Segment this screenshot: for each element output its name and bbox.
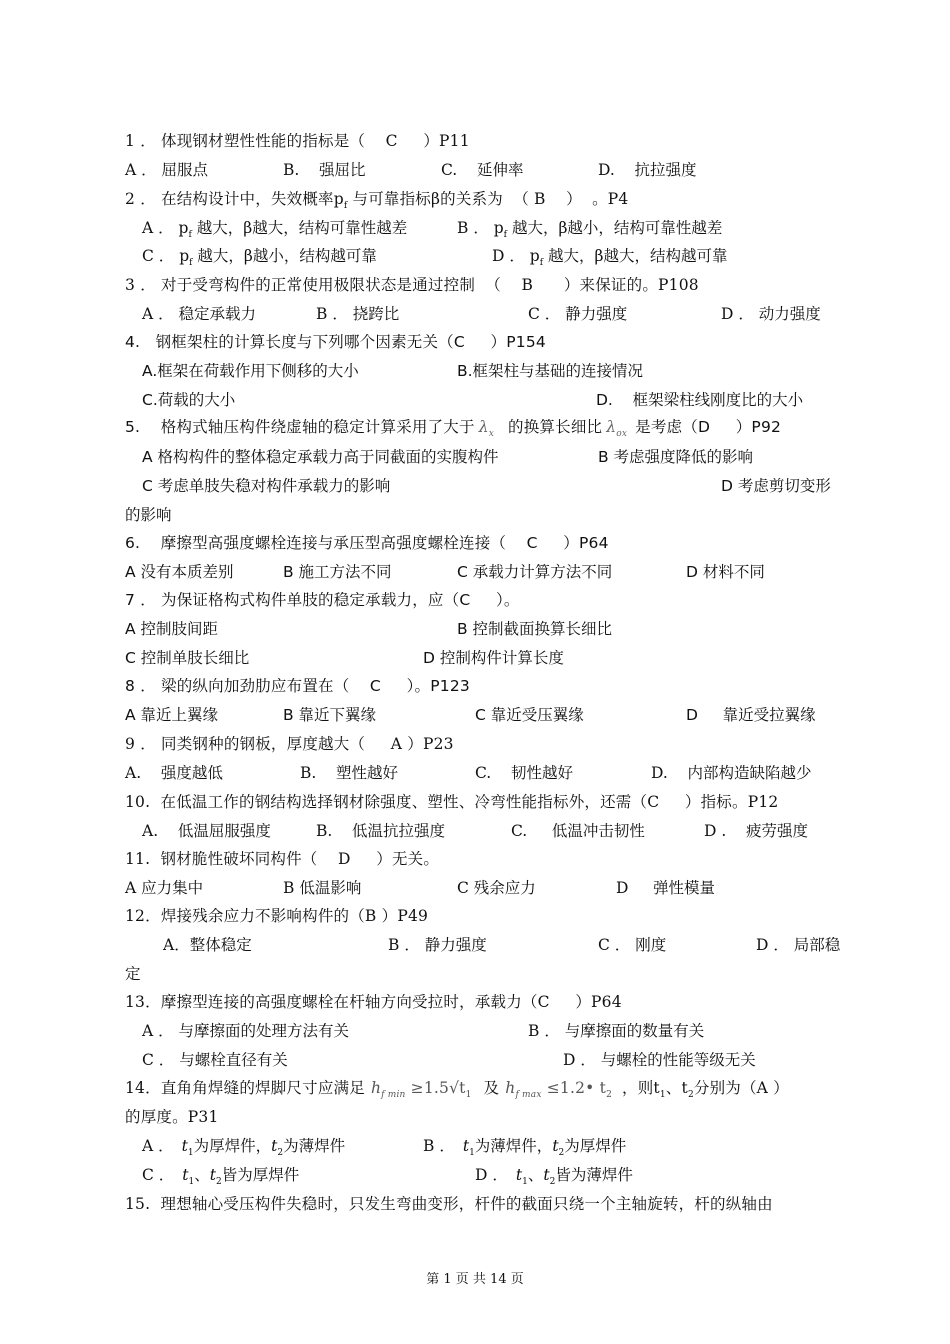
question-15-stem: 15. 理想轴心受压构件失稳时，只发生弯曲变形，杆件的截面只绕一个主轴旋转，杆的纵轴由 <box>125 1195 773 1213</box>
q11-option-b: B 低温影响 <box>283 879 362 897</box>
q10-option-b: B. 低温抗拉强度 <box>316 822 446 840</box>
q7-option-d: D 控制构件计算长度 <box>423 649 564 667</box>
q7-option-b: B 控制截面换算长细比 <box>457 620 613 638</box>
question-14-stem: 14．直角角焊缝的焊脚尺寸应满足 $h_{f min} \ge 1.5√t_1$ 及 $h_{f max}$ ≤1.2• $t_2$ ，则$t_1$、$t_2$分别为（A ） <box>125 1079 789 1101</box>
q10-option-a: A. 低温屈服强度 <box>142 822 271 840</box>
question-4-stem: 4. 钢框架柱的计算长度与下列哪个因素无关（C ）P154 <box>125 333 546 351</box>
q2-option-b: B ． $p_f$ 越大，β越小，结构可靠性越差 <box>457 219 723 241</box>
q8-option-d: D 靠近受拉翼缘 <box>686 706 816 724</box>
q12-option-d-continued: 定 <box>125 965 141 983</box>
q7-option-a: A 控制肢间距 <box>125 620 219 638</box>
q4-option-c: C.荷载的大小 <box>142 391 236 409</box>
q9-option-b: B. 塑性越好 <box>300 764 399 782</box>
q2-option-d: D ． $p_f$ 越大，β越大，结构越可靠 <box>492 247 728 269</box>
q10-option-d: D . 疲劳强度 <box>704 822 808 840</box>
q10-option-c: C. 低温冲击韧性 <box>511 822 645 840</box>
q5-option-a: A 格构构件的整体稳定承载力高于同截面的实腹构件 <box>142 448 499 466</box>
q2-option-c: C ． $p_f$ 越大，β越小，结构越可靠 <box>142 247 377 269</box>
q1-option-a: A ． 屈服点 <box>125 161 209 179</box>
q11-option-d: D 弹性模量 <box>616 879 716 897</box>
q8-option-a: A 靠近上翼缘 <box>125 706 219 724</box>
q12-option-a: A．整体稳定 <box>163 936 252 954</box>
q14-option-d: D ． $t_1$、$t_2$皆为薄焊件 <box>475 1166 633 1188</box>
q5-option-b: B 考虑强度降低的影响 <box>598 448 754 466</box>
question-1-stem: 1 ． 体现钢材塑性性能的指标是（ C ）P11 <box>125 132 470 150</box>
question-12-stem: 12．焊接残余应力不影响构件的（B ）P49 <box>125 907 429 925</box>
q8-option-b: B 靠近下翼缘 <box>283 706 377 724</box>
q5-option-d: D 考虑剪切变形 <box>721 477 831 495</box>
q9-option-d: D. 内部构造缺陷越少 <box>651 764 812 782</box>
q8-option-c: C 靠近受压翼缘 <box>475 706 584 724</box>
question-5-stem: 5. 格构式轴压构件绕虚轴的稳定计算采用了大于 $\lambda_x$ 的换算长细比 $\lambda_{ox}$ 是考虑（D ）P92 <box>125 418 782 440</box>
question-11-stem: 11. 钢材脆性破坏同构件（ D ）无关。 <box>125 850 440 868</box>
question-2-stem: 2 ． 在结构设计中，失效概率$p_f$ 与可靠指标β的关系为 （ B ） 。P4 <box>125 190 629 212</box>
q12-option-d: D ． 局部稳 <box>756 936 841 954</box>
q11-option-a: A 应力集中 <box>125 879 204 897</box>
q1-option-b: B. 强屈比 <box>283 161 366 179</box>
q14-option-a: A ． $t_1$为厚焊件，$t_2$为薄焊件 <box>142 1137 346 1159</box>
q3-option-c: C ． 静力强度 <box>528 305 628 323</box>
q4-option-b: B.框架柱与基础的连接情况 <box>457 362 644 380</box>
q6-option-b: B 施工方法不同 <box>283 563 392 581</box>
q6-option-a: A 没有本质差别 <box>125 563 234 581</box>
q13-option-d: D ． 与螺栓的性能等级无关 <box>563 1051 756 1069</box>
question-7-stem: 7 ． 为保证格构式构件单肢的稳定承载力，应（C ）。 <box>125 591 520 609</box>
q14-option-c: C ． $t_1$、$t_2$皆为厚焊件 <box>142 1166 300 1188</box>
q4-option-a: A.框架在荷载作用下侧移的大小 <box>142 362 359 380</box>
question-14-continued: 的厚度。P31 <box>125 1108 219 1126</box>
question-13-stem: 13．摩擦型连接的高强度螺栓在杆轴方向受拉时，承载力（C ）P64 <box>125 993 622 1011</box>
q5-option-d-continued: 的影响 <box>125 506 172 524</box>
q9-option-a: A. 强度越低 <box>125 764 223 782</box>
q13-option-c: C ． 与螺栓直径有关 <box>142 1051 288 1069</box>
q1-option-d: D. 抗拉强度 <box>598 161 697 179</box>
q2-option-a: A ． $p_f$ 越大，β越大，结构可靠性越差 <box>142 219 408 241</box>
question-10-stem: 10. 在低温工作的钢结构选择钢材除强度、塑性、冷弯性能指标外，还需（C ）指标。P12 <box>125 793 779 811</box>
q7-option-c: C 控制单肢长细比 <box>125 649 250 667</box>
q6-option-c: C 承载力计算方法不同 <box>457 563 613 581</box>
page-footer: 第 1 页 共 14 页 <box>426 1272 524 1287</box>
q9-option-c: C. 韧性越好 <box>475 764 573 782</box>
question-3-stem: 3 ． 对于受弯构件的正常使用极限状态是通过控制 （ B ）来保证的。P108 <box>125 276 699 294</box>
q11-option-c: C 残余应力 <box>457 879 536 897</box>
q14-option-b: B ． $t_1$为薄焊件，$t_2$为厚焊件 <box>423 1137 627 1159</box>
q13-option-b: B ． 与摩擦面的数量有关 <box>528 1022 705 1040</box>
q13-option-a: A ． 与摩擦面的处理方法有关 <box>142 1022 350 1040</box>
question-6-stem: 6. 摩擦型高强度螺栓连接与承压型高强度螺栓连接（ C ）P64 <box>125 534 609 552</box>
question-9-stem: 9 ． 同类钢种的钢板，厚度越大（ A ）P23 <box>125 735 454 753</box>
q12-option-c: C ． 刚度 <box>598 936 667 954</box>
q12-option-b: B ． 静力强度 <box>388 936 487 954</box>
q5-option-c: C 考虑单肢失稳对构件承载力的影响 <box>142 477 391 495</box>
q6-option-d: D 材料不同 <box>686 563 765 581</box>
q4-option-d: D. 框架梁柱线刚度比的大小 <box>596 391 804 409</box>
q3-option-b: B ． 挠跨比 <box>316 305 400 323</box>
question-8-stem: 8 ． 梁的纵向加劲肋应布置在（ C ）。P123 <box>125 677 470 695</box>
q1-option-c: C. 延伸率 <box>441 161 524 179</box>
q3-option-d: D ． 动力强度 <box>721 305 821 323</box>
q3-option-a: A ． 稳定承载力 <box>142 305 257 323</box>
